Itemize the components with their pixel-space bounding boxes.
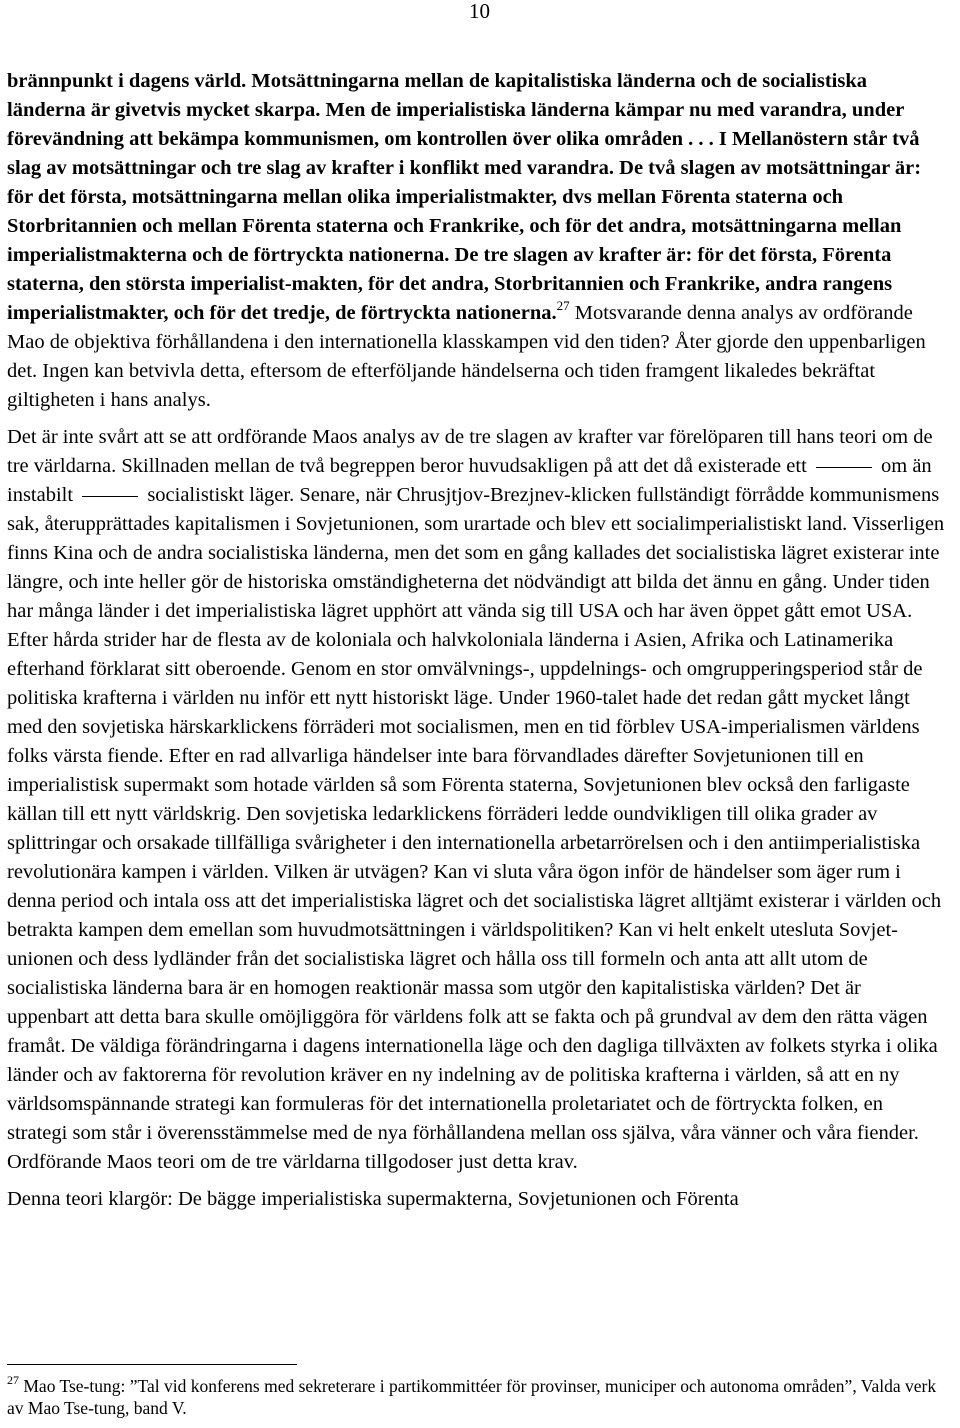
quotation-bold: brännpunkt i dagens värld. Motsättningarna mellan de kapitalistiska länderna och de socialistiska länderna är givetvis mycket skarpa. Men de imperialistiska länderna kämpar nu med varandra, under förevändning att bekämpa kommunismen, om kontrollen över olika områden . . . I Mellanöstern står två slag av motsättningar och tre slag av krafter i konflikt med varandra. De två slagen av motsättningar är: för det första, motsättningarna mellan olika imperialistmakter, dvs mellan Förenta staterna och Storbritannien och mellan Förenta staterna och Frankrike, och för det andra, motsättningarna mellan imperialistmakterna och de förtryckta nationerna. De tre slagen av krafter är: för det första, Förenta staterna, den största imperialist-makten, för det andra, Storbritannien och Frankrike, andra rangens imperialistmakter, och för det tredje, de förtryckta nationerna. [7,70,922,324]
paragraph-1 [7,67,945,415]
page-number: 10 [469,0,490,23]
footnote-number: 27 [7,1373,19,1388]
footnote-separator [7,1364,297,1365]
body-text [7,67,945,1214]
paragraph-1-tail: Motsvarande denna analys av ordförande Mao de objektiva förhållandena i den internationella klasskampen vid den tiden? Åter gjorde den uppenbarligen det. Ingen kan betvivla detta, eftersom de efterföljande händelserna och tiden framgent likaledes bekräftat giltigheten i hans analys. [7,302,926,411]
footnote-text: Mao Tse-tung: ”Tal vid konferens med sekreterare i partikommittéer för provinser, municiper och autonoma områden”, Valda verk av Mao Tse-tung, band V. [7,1376,937,1418]
em-dash-rule [82,496,138,497]
paragraph-2-part-2: om än instabilt [7,455,932,506]
em-dash-rule [816,467,872,468]
paragraph-3 [7,1185,945,1214]
paragraph-2 [7,423,945,1177]
paragraph-2-part-3: socialistiskt läger. Senare, när Chrusjtjov-Brezjnev-klicken fullständigt förrådde kommunismens sak, återupprättades kapitalismen i Sovjetunionen, som urartade och blev ett socialimperialistiskt land. Visserligen finns Kina och de andra socialistiska länderna, men det som en gång kallades det socialistiska lägret existerar inte längre, och inte heller gör de historiska omständigheterna det nödvändigt att bilda det ännu en gång. Under tiden har många länder i det imperialistiska lägret upphört att vända sig till USA och har även öppet gått emot USA. Efter hårda strider har de flesta av de koloniala och halvkoloniala länderna i Asien, Afrika och Latinamerika efterhand förklarat sitt oberoende. Genom en stor omvälvnings-, uppdelnings- och omgrupperingsperiod står de politiska krafterna i världen nu inför ett nytt historiskt läge. Under 1960-talet hade det redan gått mycket långt med den sovjetiska härskarklickens förräderi mot socialismen, men en tid förblev USA-imperialismen världens folks värsta fiende. Efter en rad allvarliga händelser inte bara förvandlades därefter Sovjetunionen till en imperialistisk supermakt som hotade världen så som Förenta staterna, Sovjetunionen blev också den farligaste källan till ett nytt världskrig. Den sovjetiska ledarklickens förräderi ledde oundvikligen till olika grader av splittringar och orsakade tillfälliga svårigheter i den internationella arbetarrörelsen och i den antiimperialistiska revolutionära kampen i världen. Vilken är utvägen? Kan vi sluta våra ögon inför de händelser som äger rum i denna period och intala oss att det imperialistiska lägret och det socialistiska lägret alltjämt existerar i världen och betrakta kampen dem emellan som huvudmotsättningen i världspolitiken? Kan vi helt enkelt utesluta Sovjetunionen och dess lydländer från det socialistiska lägret och hålla oss till formeln och anta att allt utom de socialistiska länderna bara är en homogen reaktionär massa som utgör den kapitalistiska världen? Det är uppenbart att detta bara skulle omöjliggöra för världens folk att se fakta och på grundval av dem den rätta vägen framåt. De väldiga förändringarna i dagens internationella läge och den dagliga tillväxten av folkets styrka i olika länder och av faktorerna för revolution kräver en ny indelning av de politiska krafterna i världen, så att en ny världsomspännande strategi kan formuleras för det internationella proletariatet och de förtryckta folken, en strategi som står i överensstämmelse med de nya förhållandena mellan oss själva, våra vänner och våra fiender. Ordförande Maos teori om de tre världarna tillgodoser just detta krav. [7,484,945,1173]
paragraph-3-text: Denna teori klargör: De bägge imperialistiska supermakterna, Sovjetunionen och Förenta [7,1188,739,1210]
footnote-reference[interactable]: 27 [556,298,570,314]
footnote [7,1375,945,1419]
paragraph-2-part-1: Det är inte svårt att se att ordförande Maos analys av de tre slagen av krafter var förelöparen till hans teori om de tre världarna. Skillnaden mellan de två begreppen beror huvudsakligen på att det då existerade ett [7,426,933,477]
